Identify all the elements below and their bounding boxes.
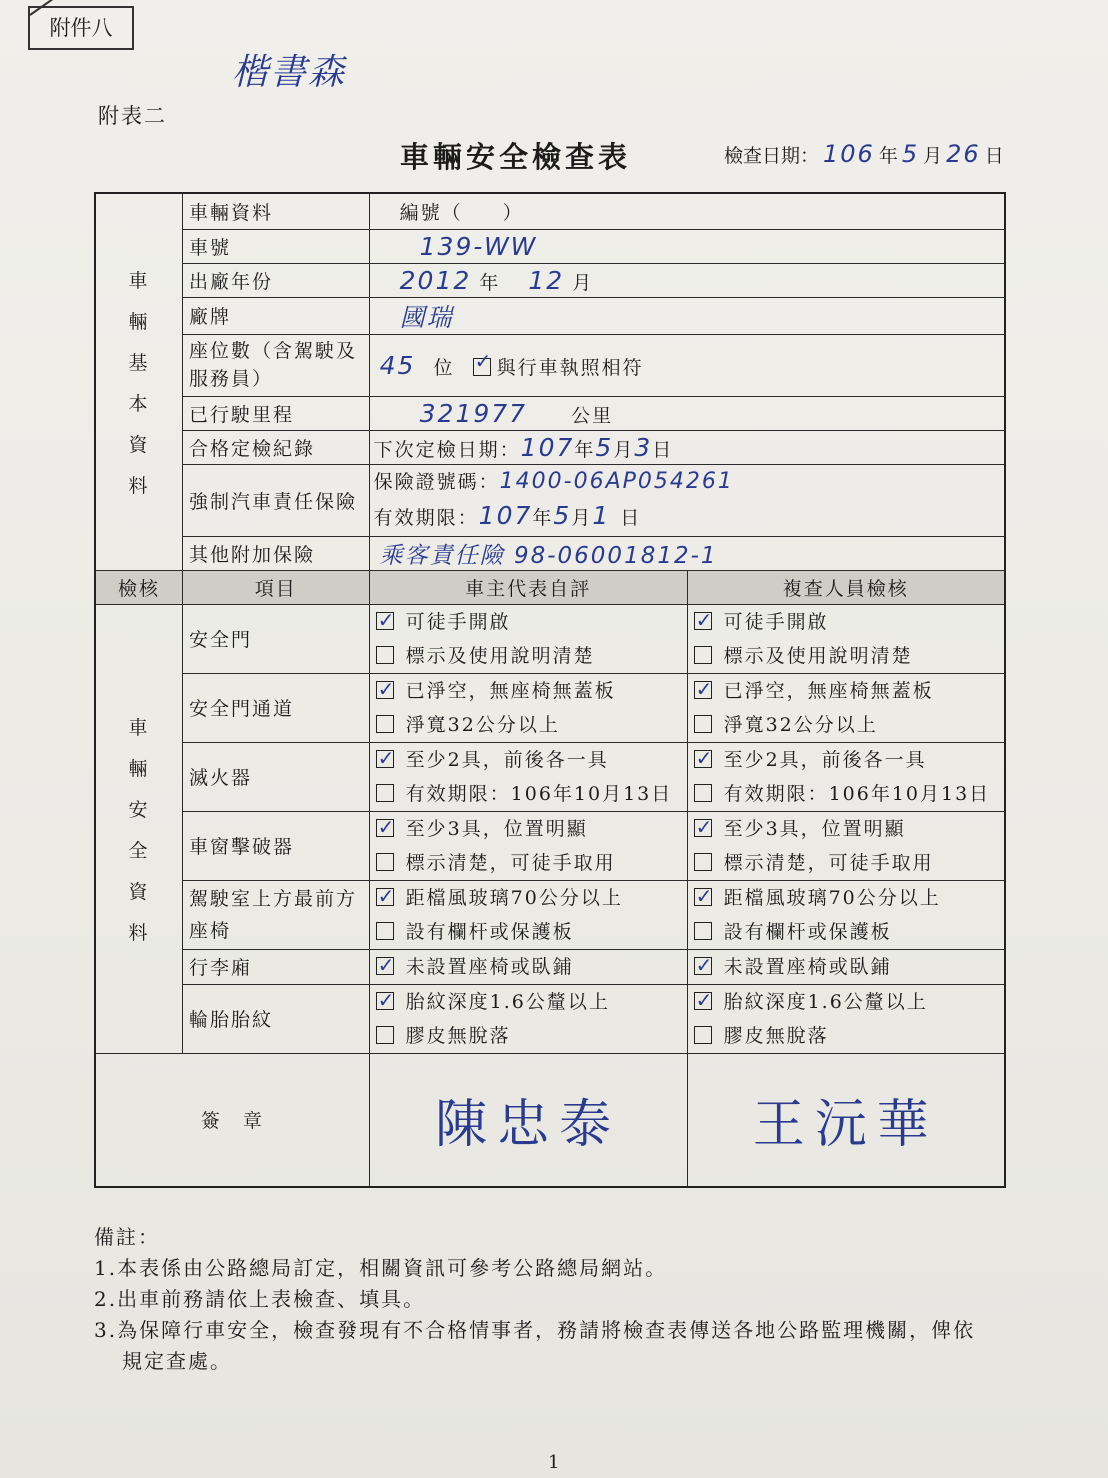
owner-check[interactable] [376,853,394,871]
seats-value: 45 位 ✓ 與行車執照相符 [369,334,1005,396]
reviewer-check[interactable] [694,681,712,699]
safety-row-front-seat [95,880,1005,949]
license-match-checkbox[interactable] [473,358,491,376]
row-inspection-record [95,430,1005,464]
owner-checks: ✓已淨空，無座椅無蓋板 淨寬32公分以上 [369,673,687,742]
field-label: 已行駛里程 [182,396,369,430]
reviewer-checks: ✓可徒手開啟 標示及使用說明清楚 [687,604,1005,673]
signature-row [95,1053,1005,1187]
inspection-day: 26 [946,140,981,168]
safety-item: 輪胎胎紋 [182,984,369,1053]
owner-checks: ✓胎紋深度1.6公釐以上 膠皮無脫落 [369,984,687,1053]
reviewer-checks: ✓已淨空，無座椅無蓋板 淨寬32公分以上 [687,673,1005,742]
inspection-day-unit: 日 [984,145,1004,167]
reviewer-checks: ✓ 未設置座椅或臥鋪 [687,949,1005,984]
owner-check[interactable] [376,612,394,630]
inspection-month-unit: 月 [923,145,943,167]
attachment-tag: 附件八 [28,6,134,50]
safety-row-emergency-aisle [95,673,1005,742]
owner-check[interactable] [376,646,394,664]
row-manufacture-year [95,263,1005,297]
reviewer-check[interactable] [694,646,712,664]
note-item: 1.本表係由公路總局訂定，相關資訊可參考公路總局網站。 [94,1256,668,1280]
owner-check[interactable] [376,750,394,768]
owner-check[interactable] [376,888,394,906]
header-owner: 車主代表自評 [369,570,687,604]
reviewer-check[interactable] [694,853,712,871]
basic-section-side-label: 車 輛 基 本 資 料 [95,193,182,570]
notes-title: 備註： [94,1225,160,1249]
note-item: 3.為保障行車安全，檢查發現有不合格情事者，務請將檢查表傳送各地公路監理機關，俾依 [94,1318,976,1342]
inspection-year-unit: 年 [878,145,898,167]
note-continuation: 規定查處。 [122,1349,232,1373]
inspection-form-table [94,192,1006,1188]
owner-signature: 陳忠泰 [369,1053,687,1187]
safety-row-extinguisher [95,742,1005,811]
header-item: 項目 [182,570,369,604]
owner-checks: ✓ 未設置座椅或臥鋪 [369,949,687,984]
reviewer-checks: ✓距檔風玻璃70公分以上 設有欄杆或保護板 [687,880,1005,949]
reviewer-checks: ✓至少3具，位置明顯 標示清楚，可徒手取用 [687,811,1005,880]
safety-row-emergency-door [95,604,1005,673]
row-mileage [95,396,1005,430]
safety-row-window-breaker [95,811,1005,880]
next-inspection-value: 下次定檢日期：107年5月3日 [369,430,1005,464]
signature-label: 簽 章 [95,1053,369,1187]
reviewer-checks: ✓至少2具，前後各一具 有效期限：106年10月13日 [687,742,1005,811]
safety-section-side-label: 車 輛 安 全 資 料 [95,604,182,1053]
inspection-date [724,140,1004,168]
header-check: 檢核 [95,570,182,604]
safety-item: 安全門通道 [182,673,369,742]
owner-check[interactable] [376,681,394,699]
row-plate [95,229,1005,263]
reviewer-check[interactable] [694,819,712,837]
reviewer-check[interactable] [694,750,712,768]
manufacture-value: 2012 年 12 月 [369,263,1005,297]
field-label: 合格定檢紀錄 [182,430,369,464]
field-label: 出廠年份 [182,263,369,297]
owner-check[interactable] [376,819,394,837]
insurance-value: 保險證號碼：1400-06AP054261 有效期限：107年5月1 日 [369,464,1005,536]
field-label: 其他附加保險 [182,536,369,570]
field-label: 座位數（含駕駛及服務員） [182,334,369,396]
safety-item: 滅火器 [182,742,369,811]
page-number: 1 [548,1452,560,1473]
field-value: 編號（ ） [369,193,1005,229]
safety-item: 行李廂 [182,949,369,984]
reviewer-check[interactable] [694,957,712,975]
owner-checks: ✓距檔風玻璃70公分以上 設有欄杆或保護板 [369,880,687,949]
row-other-insurance [95,536,1005,570]
brand-value: 國瑞 [369,297,1005,334]
reviewer-check[interactable] [694,888,712,906]
reviewer-check[interactable] [694,784,712,802]
notes-section [94,1222,975,1377]
reviewer-check[interactable] [694,612,712,630]
safety-row-tire [95,984,1005,1053]
handwritten-annotation: 楷書森 [232,52,347,93]
owner-check[interactable] [376,922,394,940]
page-title: 車輛安全檢查表 [400,140,632,174]
reviewer-check[interactable] [694,922,712,940]
reviewer-checks: ✓胎紋深度1.6公釐以上 膠皮無脫落 [687,984,1005,1053]
inspection-date-label: 檢查日期： [724,145,820,167]
safety-item: 安全門 [182,604,369,673]
inspection-month: 5 [901,140,920,168]
other-insurance-value: 乘客責任險 98-06001812-1 [369,536,1005,570]
note-item: 2.出車前務請依上表檢查、填具。 [94,1287,426,1311]
safety-item: 駕駛室上方最前方座椅 [182,880,369,949]
row-brand [95,297,1005,334]
row-compulsory-insurance [95,464,1005,536]
owner-checks: ✓至少2具，前後各一具 有效期限：106年10月13日 [369,742,687,811]
owner-check[interactable] [376,784,394,802]
reviewer-signature: 王沅華 [687,1053,1005,1187]
reviewer-check[interactable] [694,992,712,1010]
field-label: 車號 [182,229,369,263]
owner-check[interactable] [376,715,394,733]
safety-item: 車窗擊破器 [182,811,369,880]
row-vehicle-info [95,193,1005,229]
owner-checks: ✓可徒手開啟 標示及使用說明清楚 [369,604,687,673]
owner-check[interactable] [376,957,394,975]
owner-check[interactable] [376,1026,394,1044]
owner-check[interactable] [376,992,394,1010]
field-label: 廠牌 [182,297,369,334]
plate-value: 139-WW [369,229,1005,263]
field-label: 車輛資料 [182,193,369,229]
appendix-label: 附表二 [98,104,167,128]
reviewer-check[interactable] [694,715,712,733]
header-reviewer: 複查人員檢核 [687,570,1005,604]
field-label: 強制汽車責任保險 [182,464,369,536]
safety-header-row [95,570,1005,604]
inspection-year: 106 [823,140,875,168]
row-seats [95,334,1005,396]
safety-row-luggage [95,949,1005,984]
owner-checks: ✓至少3具，位置明顯 標示清楚，可徒手取用 [369,811,687,880]
mileage-value: 321977 公里 [369,396,1005,430]
reviewer-check[interactable] [694,1026,712,1044]
